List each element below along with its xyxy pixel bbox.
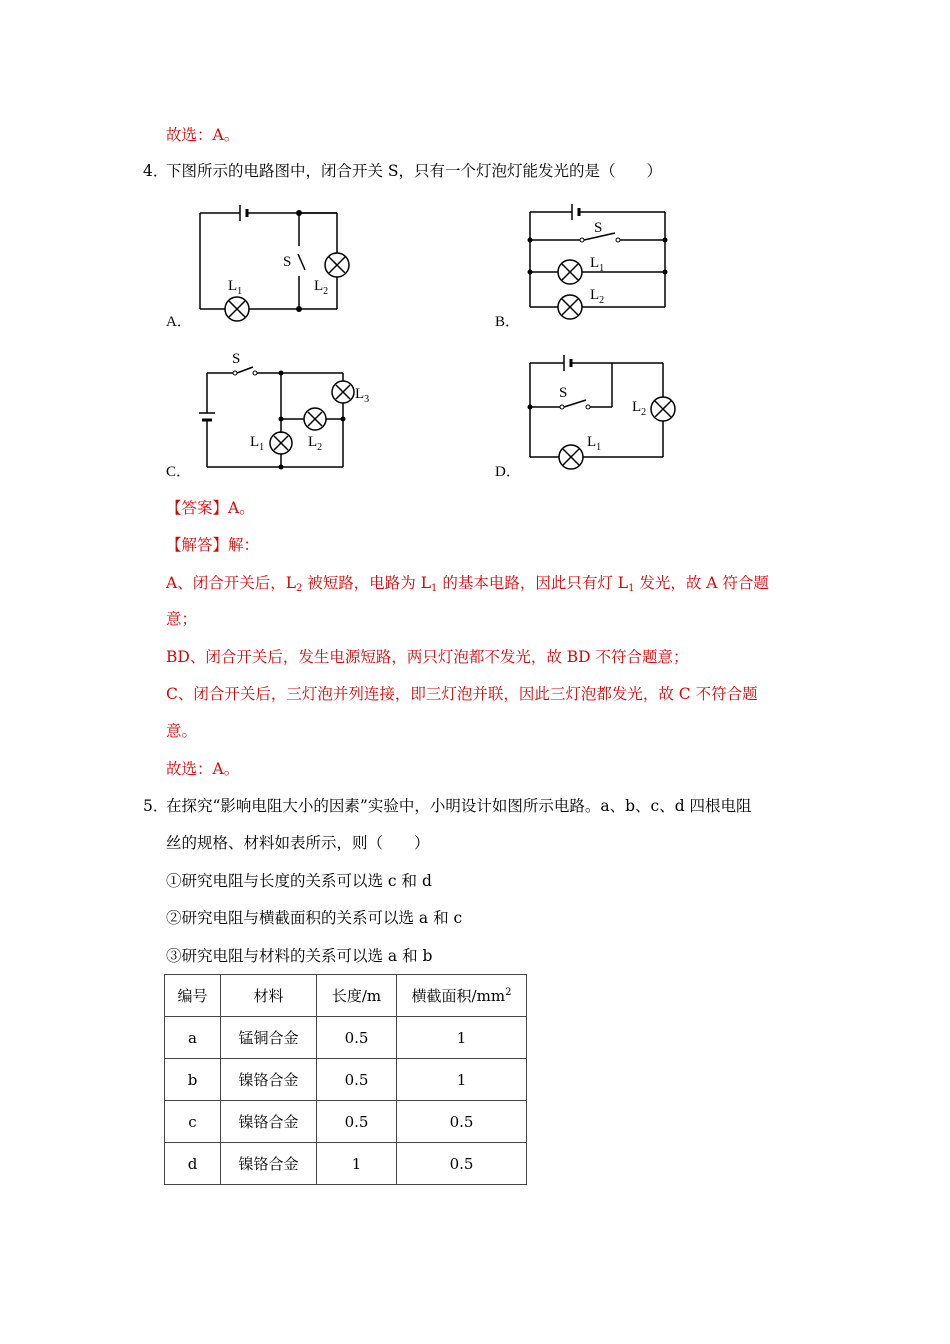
cell-length: 1 [317, 1143, 397, 1185]
cell-material: 镍铬合金 [221, 1143, 317, 1185]
circuit-c-switch-label: S [232, 351, 241, 367]
prev-answer: 故选：A。 [166, 126, 240, 144]
wire-spec-table [164, 974, 527, 1185]
table-row [165, 1101, 527, 1143]
q4-solution-a-line1: A、闭合开关后，$L_2$ 被短路，电路为 $L_1$ 的基本电路，因此只有灯 $L_1$ 发光，故 A 符合题 [166, 574, 769, 594]
cell-area: 1 [397, 1059, 527, 1101]
circuit-d-switch-label: S [559, 385, 568, 401]
cell-id: a [165, 1017, 221, 1059]
q5-number: 5． [143, 797, 169, 815]
cell-material: 镍铬合金 [221, 1059, 317, 1101]
q4-stem: 下图所示的电路图中，闭合开关 S，只有一个灯泡灯能发光的是（ ） [166, 162, 663, 180]
q4-number: 4． [143, 162, 169, 180]
q5-item-3: ③研究电阻与材料的关系可以选 a 和 b [166, 947, 433, 965]
cell-id: d [165, 1143, 221, 1185]
circuit-a-switch-label: S [283, 254, 292, 270]
circuit-b-switch-label: S [594, 220, 603, 236]
header-id: 编号 [165, 975, 221, 1017]
q4-solution-head: 【解答】解： [166, 536, 260, 554]
circuit-d [520, 345, 690, 475]
option-a-label: A． [166, 314, 192, 330]
q4-solution-bd: BD、闭合开关后，发生电源短路，两只灯泡都不发光，故 BD 不符合题意； [166, 648, 689, 666]
circuit-c-l1-label: $L_1$ [250, 434, 265, 453]
table-row [165, 1059, 527, 1101]
circuit-d-l1-label: $L_1$ [587, 434, 602, 453]
circuit-a-l1-label: $L_1$ [228, 278, 243, 297]
circuit-a-l2-label: $L_2$ [314, 278, 329, 297]
table-row [165, 1143, 527, 1185]
circuit-b-l2-label: $L_2$ [590, 287, 605, 306]
circuit-c-l3-label: $L_3$ [355, 386, 370, 405]
cell-material: 镍铬合金 [221, 1101, 317, 1143]
q5-item-2: ②研究电阻与横截面积的关系可以选 a 和 c [166, 909, 463, 927]
cell-length: 0.5 [317, 1059, 397, 1101]
header-length: 长度/m [317, 975, 397, 1017]
q5-stem-line2: 丝的规格、材料如表所示，则（ ） [166, 834, 430, 852]
q5-stem-line1: 在探究“影响电阻大小的因素”实验中，小明设计如图所示电路。a、b、c、d 四根电阻 [166, 797, 752, 815]
cell-length: 0.5 [317, 1101, 397, 1143]
q4-solution-c-line2: 意。 [166, 722, 198, 740]
q4-solution-c-line1: C、闭合开关后，三灯泡并列连接，即三灯泡并联，因此三灯泡都发光，故 C 不符合题 [166, 685, 758, 703]
cell-material: 锰铜合金 [221, 1017, 317, 1059]
option-d-label: D． [495, 464, 521, 480]
header-area: 横截面积$/mm^2$ [397, 975, 527, 1017]
table-row [165, 1017, 527, 1059]
cell-area: 0.5 [397, 1101, 527, 1143]
circuit-c-l2-label: $L_2$ [308, 434, 323, 453]
option-b-label: B． [495, 314, 521, 330]
circuit-a [190, 200, 370, 330]
cell-area: 0.5 [397, 1143, 527, 1185]
q4-answer: 【答案】A。 [166, 499, 255, 517]
cell-length: 0.5 [317, 1017, 397, 1059]
circuit-b [520, 200, 680, 330]
q4-final-answer: 故选：A。 [166, 760, 240, 778]
cell-area: 1 [397, 1017, 527, 1059]
cell-id: b [165, 1059, 221, 1101]
header-material: 材料 [221, 975, 317, 1017]
q5-item-1: ①研究电阻与长度的关系可以选 c 和 d [166, 872, 432, 890]
q4-solution-a-line2: 意； [166, 610, 198, 628]
circuit-b-l1-label: $L_1$ [590, 255, 605, 274]
circuit-c [195, 345, 385, 475]
circuit-d-l2-label: $L_2$ [632, 399, 647, 418]
option-c-label: C． [166, 464, 192, 480]
table-header-row [165, 975, 527, 1017]
cell-id: c [165, 1101, 221, 1143]
